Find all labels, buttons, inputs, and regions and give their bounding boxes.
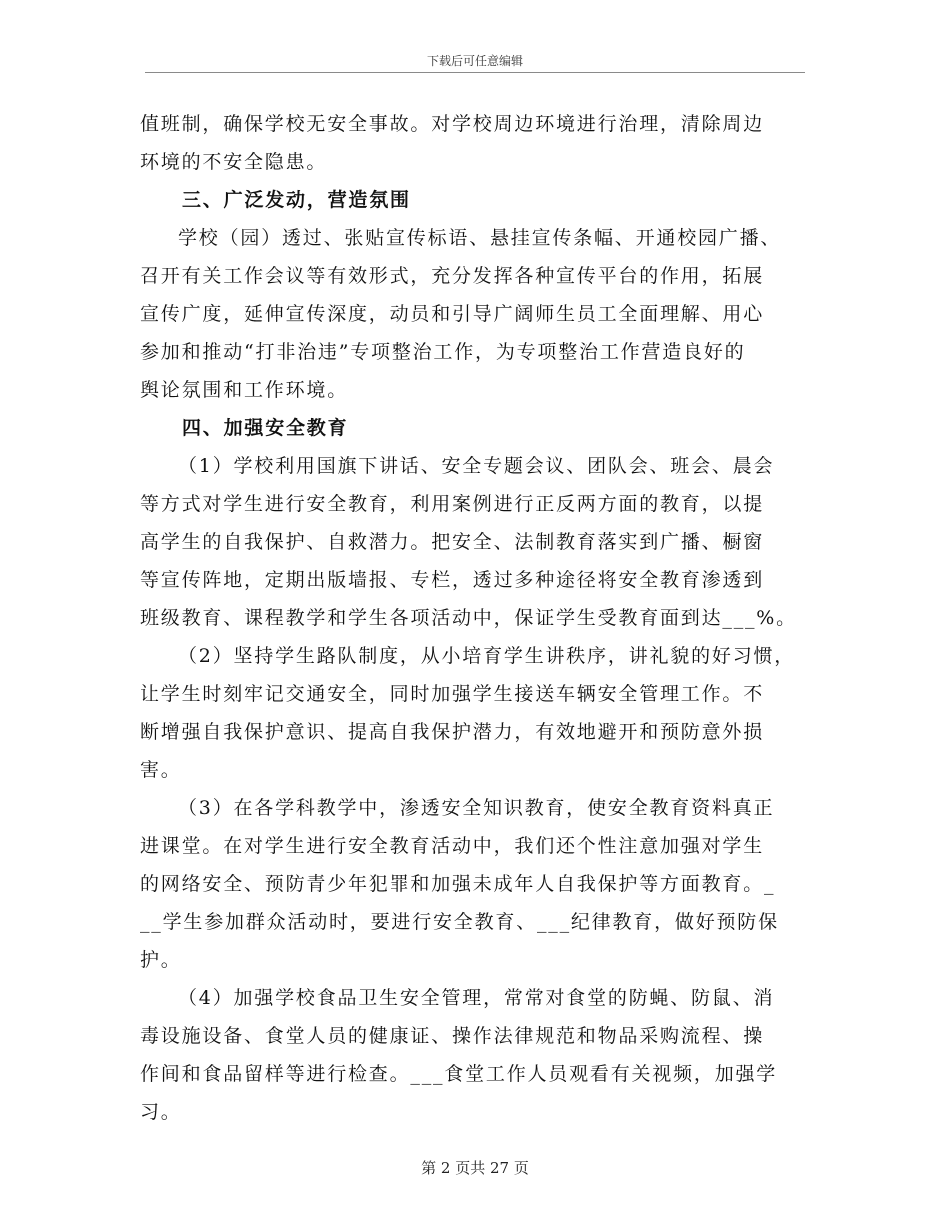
body-line: 环境的不安全隐患。 bbox=[140, 151, 328, 173]
body-line: （1）学校利用国旗下讲话、安全专题会议、团队会、班会、晨会 bbox=[178, 455, 775, 477]
body-line: 召开有关工作会议等有效形式，充分发挥各种宣传平台的作用，拓展 bbox=[140, 265, 765, 287]
body-line: 习。 bbox=[140, 1101, 182, 1123]
page-header: 下载后可任意编辑 bbox=[426, 54, 523, 68]
document-body bbox=[140, 105, 815, 1131]
section-heading-3: 三、广泛发动，营造氛围 bbox=[182, 189, 411, 211]
body-line: 作间和食品留样等进行检查。___食堂工作人员观看有关视频，加强学 bbox=[140, 1063, 778, 1085]
body-line: 害。 bbox=[140, 759, 182, 781]
body-line: 进课堂。在对学生进行安全教育活动中，我们还个性注意加强对学生 bbox=[140, 835, 765, 857]
body-line: 护。 bbox=[140, 949, 182, 971]
body-line: 宣传广度，延伸宣传深度，动员和引导广阔师生员工全面理解、用心 bbox=[140, 303, 765, 325]
body-line: （3）在各学科教学中，渗透安全知识教育，使安全教育资料真正 bbox=[178, 797, 775, 819]
body-line: 班级教育、课程教学和学生各项活动中，保证学生受教育面到达___%。 bbox=[140, 607, 797, 629]
body-line: __学生参加群众活动时，要进行安全教育、___纪律教育，做好预防保 bbox=[140, 911, 779, 933]
body-line: 值班制，确保学校无安全事故。对学校周边环境进行治理，清除周边 bbox=[140, 113, 765, 135]
header-divider bbox=[145, 72, 805, 73]
body-line: （2）坚持学生路队制度，从小培育学生讲秩序，讲礼貌的好习惯， bbox=[178, 645, 796, 667]
body-line: 等宣传阵地，定期出版墙报、专栏，透过多种途径将安全教育渗透到 bbox=[140, 569, 765, 591]
body-line: 学校（园）透过、张贴宣传标语、悬挂宣传条幅、开通校园广播、 bbox=[178, 227, 782, 249]
body-line: 高学生的自我保护、自救潜力。把安全、法制教育落实到广播、橱窗 bbox=[140, 531, 765, 553]
body-line: 的网络安全、预防青少年犯罪和加强未成年人自我保护等方面教育。_ bbox=[140, 873, 776, 895]
page-number: 第 2 页共 27 页 bbox=[421, 1159, 529, 1177]
body-line: 等方式对学生进行安全教育，利用案例进行正反两方面的教育，以提 bbox=[140, 493, 765, 515]
body-line: 让学生时刻牢记交通安全，同时加强学生接送车辆安全管理工作。不 bbox=[140, 683, 765, 705]
body-line: 舆论氛围和工作环境。 bbox=[140, 379, 349, 401]
body-line: （4）加强学校食品卫生安全管理，常常对食堂的防蝇、防鼠、消 bbox=[178, 987, 775, 1009]
body-line: 断增强自我保护意识、提高自我保护潜力，有效地避开和预防意外损 bbox=[140, 721, 765, 743]
section-heading-4: 四、加强安全教育 bbox=[182, 417, 349, 439]
body-line: 毒设施设备、食堂人员的健康证、操作法律规范和物品采购流程、操 bbox=[140, 1025, 765, 1047]
body-line: 参加和推动“打非治违”专项整治工作，为专项整治工作营造良好的 bbox=[140, 341, 746, 363]
